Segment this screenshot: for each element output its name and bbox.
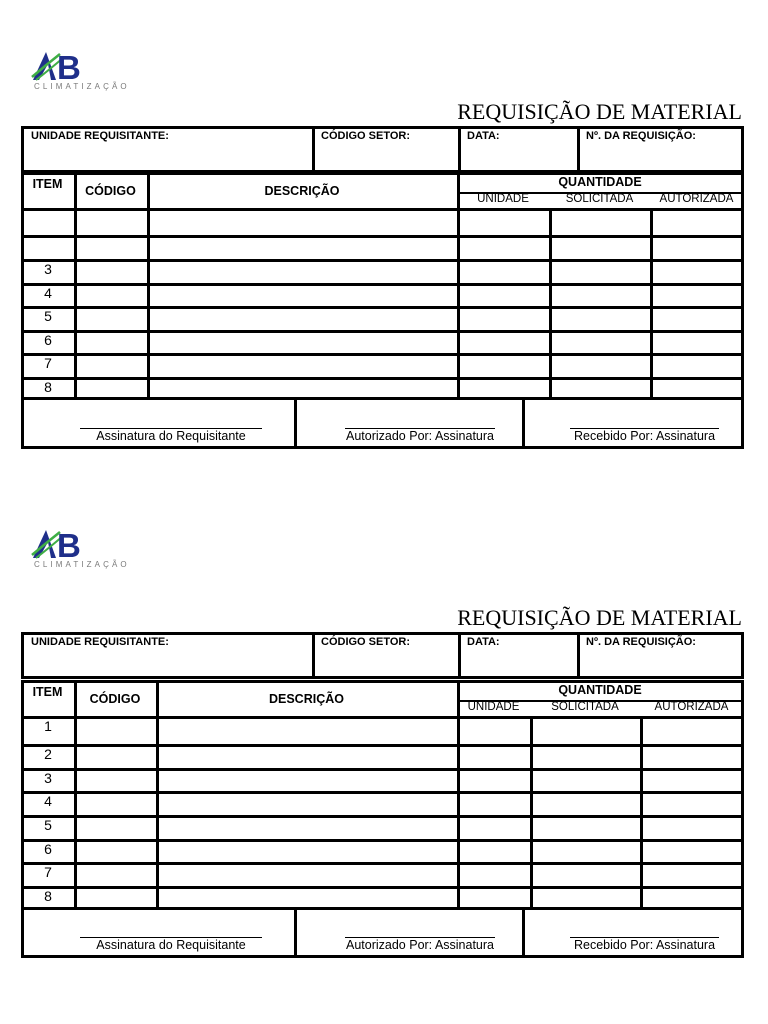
signature-autorizado-label: Autorizado Por: Assinatura bbox=[346, 429, 494, 443]
header-divider bbox=[312, 632, 315, 679]
col-solicitada-header: SOLICITADA bbox=[551, 701, 619, 713]
col-quantidade-header: QUANTIDADE bbox=[558, 175, 642, 189]
grid-row-line bbox=[21, 768, 744, 771]
unidade-requisitante-field[interactable]: UNIDADE REQUISITANTE: bbox=[31, 636, 169, 648]
item-number: 7 bbox=[44, 864, 52, 880]
signature-divider bbox=[294, 907, 297, 958]
grid-row-line bbox=[21, 839, 744, 842]
col-codigo-header: CÓDIGO bbox=[85, 184, 136, 198]
signature-requisitante-label: Assinatura do Requisitante bbox=[96, 938, 246, 952]
item-number: 7 bbox=[44, 355, 52, 371]
codigo-setor-field[interactable]: CÓDIGO SETOR: bbox=[321, 636, 411, 648]
item-number: 6 bbox=[44, 332, 52, 348]
company-logo bbox=[30, 522, 135, 574]
item-number: 8 bbox=[44, 888, 52, 904]
col-item-header: ITEM bbox=[32, 685, 63, 699]
item-number: 4 bbox=[44, 285, 52, 301]
signature-recebido-label: Recebido Por: Assinatura bbox=[573, 429, 716, 443]
header-divider bbox=[458, 632, 461, 679]
col-descricao-header: DESCRIÇÃO bbox=[264, 184, 340, 198]
item-number: 4 bbox=[44, 793, 52, 809]
svg-text:B: B bbox=[57, 49, 81, 84]
signature-autorizado-label: Autorizado Por: Assinatura bbox=[346, 938, 494, 952]
grid-row-line bbox=[21, 815, 744, 818]
document-title: REQUISIÇÃO DE MATERIAL bbox=[457, 605, 742, 630]
item-number: 3 bbox=[44, 770, 52, 786]
item-number: 1 bbox=[44, 718, 52, 734]
grid-row-line bbox=[21, 744, 744, 747]
col-quantidade-header: QUANTIDADE bbox=[558, 683, 642, 697]
item-number: 2 bbox=[44, 746, 52, 762]
svg-text:B: B bbox=[57, 527, 81, 562]
item-number: 8 bbox=[44, 379, 52, 395]
header-divider bbox=[577, 632, 580, 679]
item-number: 5 bbox=[44, 308, 52, 324]
item-number: 6 bbox=[44, 841, 52, 857]
data-field[interactable]: DATA: bbox=[467, 636, 500, 648]
logo-subtitle: CLIMATIZAÇÃO bbox=[34, 82, 130, 91]
col-solicitada-header: SOLICITADA bbox=[565, 193, 634, 205]
col-codigo-header: CÓDIGO bbox=[89, 692, 141, 706]
col-item-header: ITEM bbox=[32, 177, 63, 191]
logo-ab-icon bbox=[30, 522, 110, 562]
col-autorizada-header: AUTORIZADA bbox=[659, 193, 734, 205]
codigo-setor-field[interactable]: CÓDIGO SETOR: bbox=[321, 130, 411, 142]
item-number: 3 bbox=[44, 261, 52, 277]
signature-recebido-label: Recebido Por: Assinatura bbox=[573, 938, 716, 952]
unidade-requisitante-field[interactable]: UNIDADE REQUISITANTE: bbox=[31, 130, 169, 142]
col-descricao-header: DESCRIÇÃO bbox=[268, 692, 344, 706]
col-autorizada-header: AUTORIZADA bbox=[654, 701, 729, 713]
signature-requisitante-label: Assinatura do Requisitante bbox=[96, 429, 246, 443]
logo-subtitle: CLIMATIZAÇÃO bbox=[34, 560, 130, 569]
grid-row-line bbox=[21, 791, 744, 794]
grid-row-line bbox=[21, 862, 744, 865]
grid-row-line bbox=[21, 886, 744, 889]
numero-requisicao-field[interactable]: Nº. DA REQUISIÇÃO: bbox=[586, 130, 696, 142]
col-unidade-header: UNIDADE bbox=[467, 701, 520, 713]
document-title: REQUISIÇÃO DE MATERIAL bbox=[457, 99, 742, 124]
item-number: 5 bbox=[44, 817, 52, 833]
data-field[interactable]: DATA: bbox=[467, 130, 500, 142]
col-unidade-header: UNIDADE bbox=[477, 193, 529, 205]
numero-requisicao-field[interactable]: Nº. DA REQUISIÇÃO: bbox=[586, 636, 696, 648]
